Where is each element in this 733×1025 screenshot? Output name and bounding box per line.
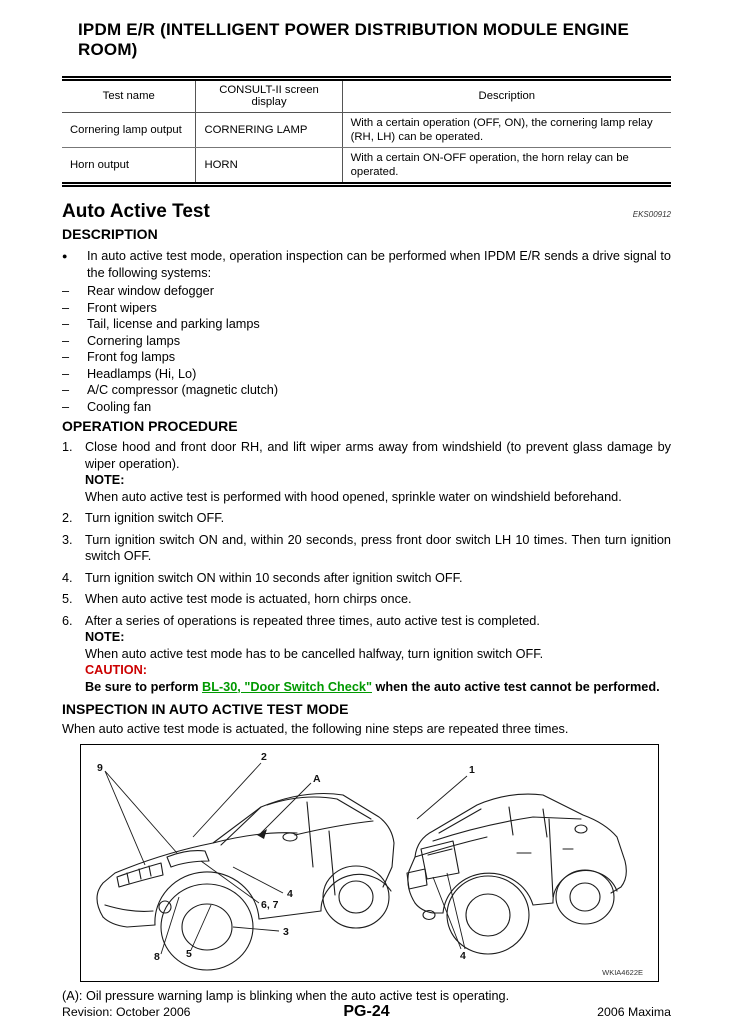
dash-icon: – xyxy=(62,383,70,397)
step-text: When auto active test mode is actuated, horn chirps once. xyxy=(85,592,412,606)
car-diagram-svg xyxy=(81,745,656,981)
callout-label: 4 xyxy=(287,888,293,900)
section-heading-row xyxy=(62,201,671,223)
system-list-item xyxy=(62,333,671,350)
system-list-item xyxy=(62,300,671,317)
section-code: EKS00912 xyxy=(632,210,671,219)
callout-label: 6, 7 xyxy=(261,899,279,911)
step-number: 3. xyxy=(62,532,73,547)
system-label: A/C compressor (magnetic clutch) xyxy=(87,383,279,397)
cell-description: With a certain ON-OFF operation, the horn relay can be operated. xyxy=(342,148,671,185)
step-text: Turn ignition switch ON within 10 seconds after ignition switch OFF. xyxy=(85,570,463,585)
page-title: IPDM E/R (INTELLIGENT POWER DISTRIBUTION MODULE ENGINE ROOM) xyxy=(78,20,630,59)
section-title: Auto Active Test xyxy=(62,201,210,222)
step-text: Turn ignition switch OFF. xyxy=(85,511,225,525)
step-text: After a series of operations is repeated three times, auto active test is completed. xyxy=(85,613,540,628)
caution-text: Be sure to perform BL-30, "Door Switch Check" when the auto active test cannot be performed. xyxy=(85,679,660,694)
step-text: Close hood and front door RH, and lift wiper arms away from windshield (to prevent glass damage by wiper operation). xyxy=(85,440,671,471)
model-name: 2006 Maxima xyxy=(597,1005,671,1019)
operation-procedure-heading: OPERATION PROCEDURE xyxy=(62,418,238,434)
col-test-name: Test name xyxy=(62,79,196,113)
callout-label: A xyxy=(313,773,321,785)
callout-labels xyxy=(97,751,475,963)
note-text: When auto active test mode has to be cancelled halfway, turn ignition switch OFF. xyxy=(85,646,544,661)
note-label: NOTE: xyxy=(85,630,125,644)
cell-consult-display: CORNERING LAMP xyxy=(196,113,342,148)
procedure-step xyxy=(62,613,671,696)
dash-icon: – xyxy=(62,399,70,414)
col-description: Description xyxy=(342,79,671,113)
system-list-item xyxy=(62,399,671,416)
callout-label: 8 xyxy=(154,951,160,963)
procedure-step xyxy=(62,439,671,505)
procedure-step xyxy=(62,591,671,608)
callout-label: 1 xyxy=(469,764,475,776)
step-number: 6. xyxy=(62,613,73,628)
system-label: Front fog lamps xyxy=(87,350,176,364)
dash-icon: – xyxy=(62,300,70,315)
callout-label: 2 xyxy=(261,751,267,763)
system-list-item xyxy=(62,283,671,300)
system-label: Headlamps (Hi, Lo) xyxy=(87,366,197,381)
consult-table xyxy=(62,76,671,187)
callout-label: 4 xyxy=(460,950,466,962)
revision-date: Revision: October 2006 xyxy=(62,1005,191,1019)
cell-test-name: Horn output xyxy=(70,159,130,171)
system-label: Tail, license and parking lamps xyxy=(87,317,260,331)
door-switch-check-link[interactable]: BL-30, "Door Switch Check" xyxy=(202,679,372,694)
note-label: NOTE: xyxy=(85,473,125,487)
step-number: 2. xyxy=(62,511,73,525)
table-row xyxy=(62,148,671,185)
system-list-item xyxy=(62,382,671,399)
figure-caption: (A): Oil pressure warning lamp is blinking when the auto active test is operating. xyxy=(62,989,510,1003)
caution-label: CAUTION: xyxy=(85,663,148,677)
col-consult-display: CONSULT-II screen display xyxy=(196,79,342,113)
page-footer xyxy=(62,1003,671,1025)
step-number: 1. xyxy=(62,440,73,454)
step-number: 4. xyxy=(62,570,73,585)
description-heading: DESCRIPTION xyxy=(62,226,158,242)
step-number: 5. xyxy=(62,592,73,606)
inspection-intro: When auto active test mode is actuated, the following nine steps are repeated three times. xyxy=(62,722,569,736)
cell-consult-display: HORN xyxy=(196,148,342,185)
table-header-row xyxy=(62,79,671,113)
dash-icon: – xyxy=(62,284,70,298)
description-text: In auto active test mode, operation inspection can be performed when IPDM E/R sends a drive signal to the following systems: xyxy=(87,249,671,280)
dash-icon: – xyxy=(62,317,70,331)
page-number: PG-24 xyxy=(343,1003,390,1020)
system-list-item xyxy=(62,349,671,366)
system-label: Cooling fan xyxy=(87,399,152,414)
car-diagram-figure xyxy=(80,744,659,982)
procedure-step xyxy=(62,510,671,527)
dash-icon: – xyxy=(62,350,70,364)
table-row xyxy=(62,113,671,148)
cell-test-name: Cornering lamp output xyxy=(62,113,196,148)
dash-icon: – xyxy=(62,333,70,348)
description-paragraph xyxy=(62,248,671,281)
inspection-heading: INSPECTION IN AUTO ACTIVE TEST MODE xyxy=(62,701,349,717)
callout-label: 9 xyxy=(97,762,103,774)
figure-code: WKIA4622E xyxy=(602,968,643,977)
system-list-item xyxy=(62,366,671,383)
car-rear-view xyxy=(407,794,626,954)
note-text: When auto active test is performed with hood opened, sprinkle water on windshield beforehand. xyxy=(85,489,622,504)
car-front-view xyxy=(97,794,394,971)
system-list-item xyxy=(62,316,671,333)
procedure-step xyxy=(62,532,671,565)
step-text: Turn ignition switch ON and, within 20 seconds, press front door switch LH 10 times. Then turn ignition switch OFF. xyxy=(85,532,671,563)
system-label: Rear window defogger xyxy=(87,284,214,298)
system-label: Cornering lamps xyxy=(87,333,181,348)
callout-label: 3 xyxy=(283,926,289,938)
cell-description: With a certain operation (OFF, ON), the cornering lamp relay (RH, LH) can be operated. xyxy=(342,113,671,148)
system-label: Front wipers xyxy=(87,300,157,315)
callout-label: 5 xyxy=(186,948,192,960)
bullet-icon: ● xyxy=(62,251,68,261)
procedure-step xyxy=(62,570,671,587)
dash-icon: – xyxy=(62,366,70,381)
